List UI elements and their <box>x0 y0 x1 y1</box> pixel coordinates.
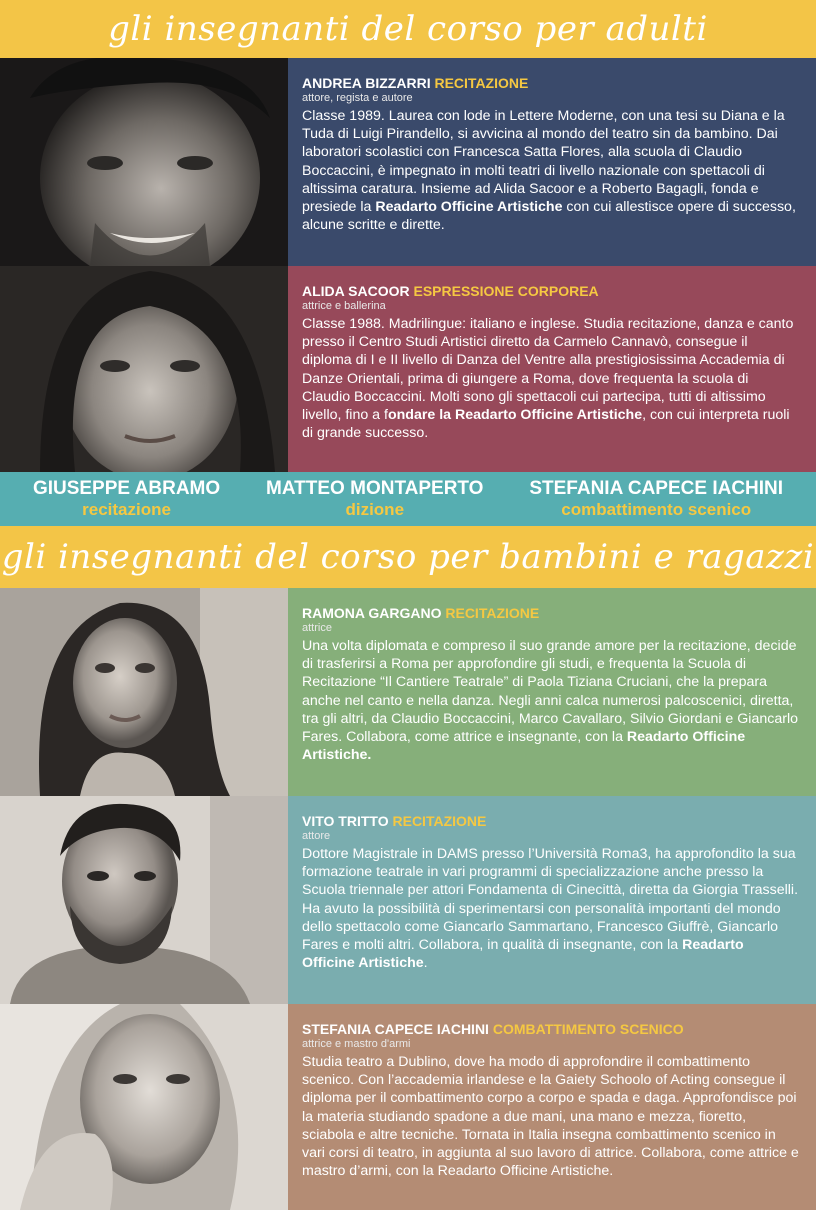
other-teachers-strip <box>0 472 816 526</box>
teacher-info-vito-tritto <box>288 796 816 1004</box>
adult-section-banner <box>0 0 816 58</box>
kids-section-title: gli insegnanti del corso per bambini e ragazzi <box>1 537 815 577</box>
teacher-bio <box>302 637 800 764</box>
teacher-card-vito-tritto <box>0 796 816 1004</box>
bio-text: Dottore Magistrale in DAMS presso l’Università Roma3, ha approfondito la sua formazione teatrale in vari programmi di specializzazione anche presso la Scuola triennale per attori Fondamenta di Cinecittà, diretta da Giorgia Trasselli. Ha avuto la possibilità di sperimentarsi con personalità importanti del mondo dello spettacolo come Giancarlo Sammartano, Francesco Giuffrè, Giancarlo Fares e molti altri. Collabora, in qualità di insegnante, con la <box>302 846 799 954</box>
bio-highlight: Readarto Officine Artistiche. <box>302 729 746 764</box>
teacher-info-andrea-bizzarri <box>288 58 816 266</box>
strip-item-matteo-montaperto <box>266 478 483 520</box>
teacher-info-stefania-capece-iachini <box>288 1004 816 1210</box>
teacher-name-line <box>302 1020 800 1038</box>
teacher-bio <box>302 1053 800 1180</box>
teacher-name-line <box>302 74 800 92</box>
teacher-subject: RECITAZIONE <box>392 813 487 829</box>
teacher-bio <box>302 315 800 442</box>
teacher-role: attore <box>302 830 331 842</box>
teacher-info-alida-sacoor <box>288 266 816 472</box>
bio-highlight: Readarto Officine Artistiche <box>302 937 744 972</box>
teacher-bio <box>302 845 800 972</box>
teacher-name: ALIDA SACOOR <box>302 283 410 299</box>
teacher-role: attrice e ballerina <box>302 300 386 312</box>
teacher-subject: ESPRESSIONE CORPOREA <box>413 283 599 299</box>
teacher-photo-stefania-capece-iachini <box>0 1004 288 1210</box>
teacher-card-alida-sacoor <box>0 266 816 472</box>
teacher-info-ramona-gargano <box>288 588 816 796</box>
strip-item-stefania-capece-iachini <box>529 478 783 520</box>
teacher-role: attrice e mastro d'armi <box>302 1038 411 1050</box>
bio-text: , con cui interpreta ruoli di grande successo. <box>302 407 790 442</box>
strip-name: STEFANIA CAPECE IACHINI <box>529 478 784 499</box>
adult-section-title: gli insegnanti del corso per adulti <box>108 9 708 49</box>
teacher-name: VITO TRITTO <box>302 813 389 829</box>
teacher-photo-ramona-gargano <box>0 588 288 796</box>
teacher-photo-alida-sacoor <box>0 266 288 472</box>
teacher-photo-andrea-bizzarri <box>0 58 288 266</box>
teacher-subject: RECITAZIONE <box>445 605 540 621</box>
teacher-name: STEFANIA CAPECE IACHINI <box>302 1021 489 1037</box>
strip-name: MATTEO MONTAPERTO <box>266 478 484 499</box>
teacher-role: attrice <box>302 622 332 634</box>
bio-text: con cui allestisce opere di successo, alcune scritte e dirette. <box>302 199 796 234</box>
teacher-card-andrea-bizzarri <box>0 58 816 266</box>
bio-highlight: Readarto Officine Artistiche <box>375 199 563 216</box>
strip-name: GIUSEPPE ABRAMO <box>32 478 221 499</box>
teacher-bio <box>302 107 800 234</box>
teacher-subject: COMBATTIMENTO SCENICO <box>492 1021 684 1037</box>
bio-text: . <box>423 955 428 972</box>
teacher-role: attore, regista e autore <box>302 92 413 104</box>
teacher-card-ramona-gargano <box>0 588 816 796</box>
teacher-name: ANDREA BIZZARRI <box>302 75 431 91</box>
kids-section-banner <box>0 526 816 588</box>
bio-text: Classe 1989. Laurea con lode in Lettere Moderne, con una tesi su Diana e la Tuda di Luigi Pirandello, si avvicina al mondo del teatro sin da bambino. Dai laboratori scolastici con Francesca Satta Flores, alla scuola di Claudio Boccaccini, è impegnato in molti teatri di livello nazionale con spettacoli di altissima caratura. Insieme ad Alida Sacoor e a Roberto Bagagli, fonda e presiede la <box>302 108 785 216</box>
strip-subject: combattimento scenico <box>561 500 752 519</box>
teacher-name-line <box>302 812 800 830</box>
strip-item-giuseppe-abramo <box>33 478 220 520</box>
strip-subject: recitazione <box>82 500 171 519</box>
bio-text: Classe 1988. Madrilingue: italiano e inglese. Studia recitazione, danza e canto presso il Centro Studi Artistici diretto da Carmelo Cannavò, consegue il diploma di I e II livello di Danza del Ventre alla prestigiosissima Accademia di Danze Orientali, prima di giungere a Roma, dove frequenta la scuola di Claudio Boccaccini. Molti sono gli spettacoli cui partecipa, tutti di altissimo livello, fino a f <box>302 316 794 424</box>
teacher-subject: RECITAZIONE <box>434 75 529 91</box>
teacher-photo-vito-tritto <box>0 796 288 1004</box>
teacher-name: RAMONA GARGANO <box>302 605 442 621</box>
strip-subject: dizione <box>345 500 405 519</box>
bio-text: Studia teatro a Dublino, dove ha modo di approfondire il combattimento scenico. Con l’accademia irlandese e la Gaiety Schoolo of Acting consegue il diploma per il combattimento corpo a corpo e spada e daga. Approfondisce poi la materia studiando spadone a due mani, una mano e mezza, fioretto, sciabola e altre tecniche. Tornata in Italia insegna combattimento scenico in vari corsi di teatro, in aggiunta al suo lavoro di attrice. Collabora, come attrice e mastro d’armi, con la Readarto Officine Artistiche. <box>302 1054 799 1180</box>
teacher-name-line <box>302 282 800 300</box>
bio-highlight: ondare la Readarto Officine Artistiche <box>387 407 643 424</box>
teacher-name-line <box>302 604 800 622</box>
teacher-card-stefania-capece-iachini <box>0 1004 816 1210</box>
bio-text: Una volta diplomata e compreso il suo grande amore per la recitazione, decide di trasferirsi a Roma per approfondire gli studi, e frequenta la Scuola di Recitazione “Il Cantiere Teatrale” di Paola Tiziana Cruciani, che la prepara anche nel canto e nella danza. Negli anni calca numerosi palcoscenici, diretta, tra gli altri, da Claudio Boccaccini, Marco Cavallaro, Silvio Giordani e Giancarlo Fares. Collabora, come attrice e insegnante, con la <box>302 638 798 746</box>
